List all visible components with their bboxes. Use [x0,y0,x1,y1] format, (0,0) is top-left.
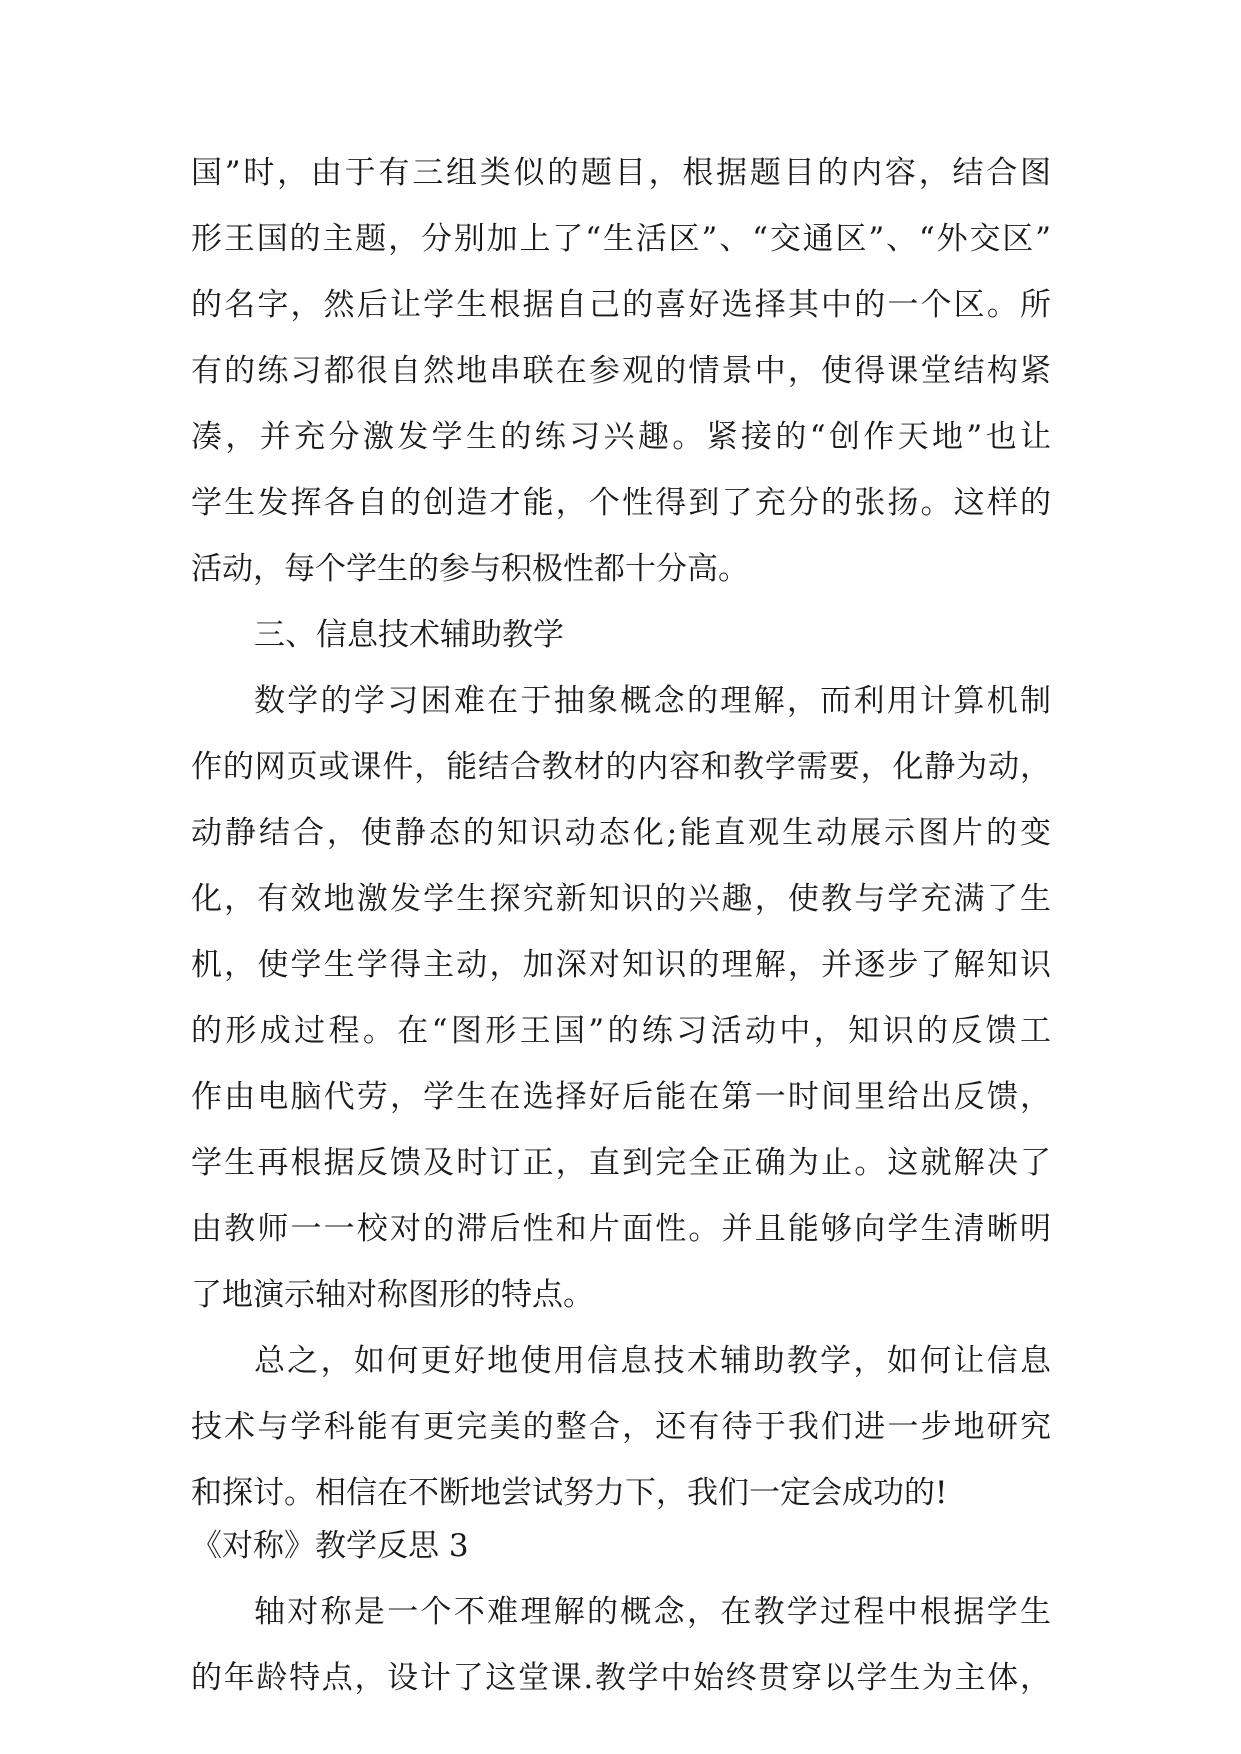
paragraph-line: 的年龄特点，设计了这堂课.教学中始终贯穿以学生为主体， [191,1660,1051,1696]
paragraph-line: 由教师一一校对的滞后性和片面性。并且能够向学生清晰明 [191,1211,1051,1247]
paragraph-line: 国”时，由于有三组类似的题目，根据题目的内容，结合图 [191,155,1051,191]
paragraph-line: 活动，每个学生的参与积极性都十分高。 [191,551,749,587]
section-heading: 三、信息技术辅助教学 [254,617,564,653]
paragraph-line: 了地演示轴对称图形的特点。 [191,1277,594,1313]
paragraph-line: 的形成过程。在“图形王国”的练习活动中，知识的反馈工 [191,1013,1051,1049]
paragraph-line: 轴对称是一个不难理解的概念，在教学过程中根据学生 [254,1594,1051,1630]
paragraph-line: 化，有效地激发学生探究新知识的兴趣，使教与学充满了生 [191,881,1051,917]
paragraph-line: 学生再根据反馈及时订正，直到完全正确为止。这就解决了 [191,1145,1051,1181]
section-title: 《对称》教学反思 3 [191,1528,469,1564]
paragraph-line: 机，使学生学得主动，加深对知识的理解，并逐步了解知识 [191,947,1051,983]
paragraph-line: 作由电脑代劳，学生在选择好后能在第一时间里给出反馈， [191,1079,1051,1115]
paragraph-line: 有的练习都很自然地串联在参观的情景中，使得课堂结构紧 [191,353,1051,389]
paragraph-line: 形王国的主题，分别加上了“生活区”、“交通区”、“外交区” [191,221,1051,257]
paragraph-line: 总之，如何更好地使用信息技术辅助教学，如何让信息 [254,1343,1051,1379]
paragraph-line: 凑，并充分激发学生的练习兴趣。紧接的“创作天地”也让 [191,419,1051,455]
paragraph-line: 技术与学科能有更完美的整合，还有待于我们进一步地研究 [191,1409,1051,1445]
paragraph-line: 动静结合，使静态的知识动态化;能直观生动展示图片的变 [191,815,1051,851]
paragraph-line: 数学的学习困难在于抽象概念的理解，而利用计算机制 [254,683,1051,719]
paragraph-line: 的名字，然后让学生根据自己的喜好选择其中的一个区。所 [191,287,1051,323]
paragraph-line: 作的网页或课件，能结合教材的内容和教学需要，化静为动， [191,749,1051,785]
paragraph-line: 学生发挥各自的创造才能，个性得到了充分的张扬。这样的 [191,485,1051,521]
paragraph-line: 和探讨。相信在不断地尝试努力下，我们一定会成功的! [191,1475,948,1511]
